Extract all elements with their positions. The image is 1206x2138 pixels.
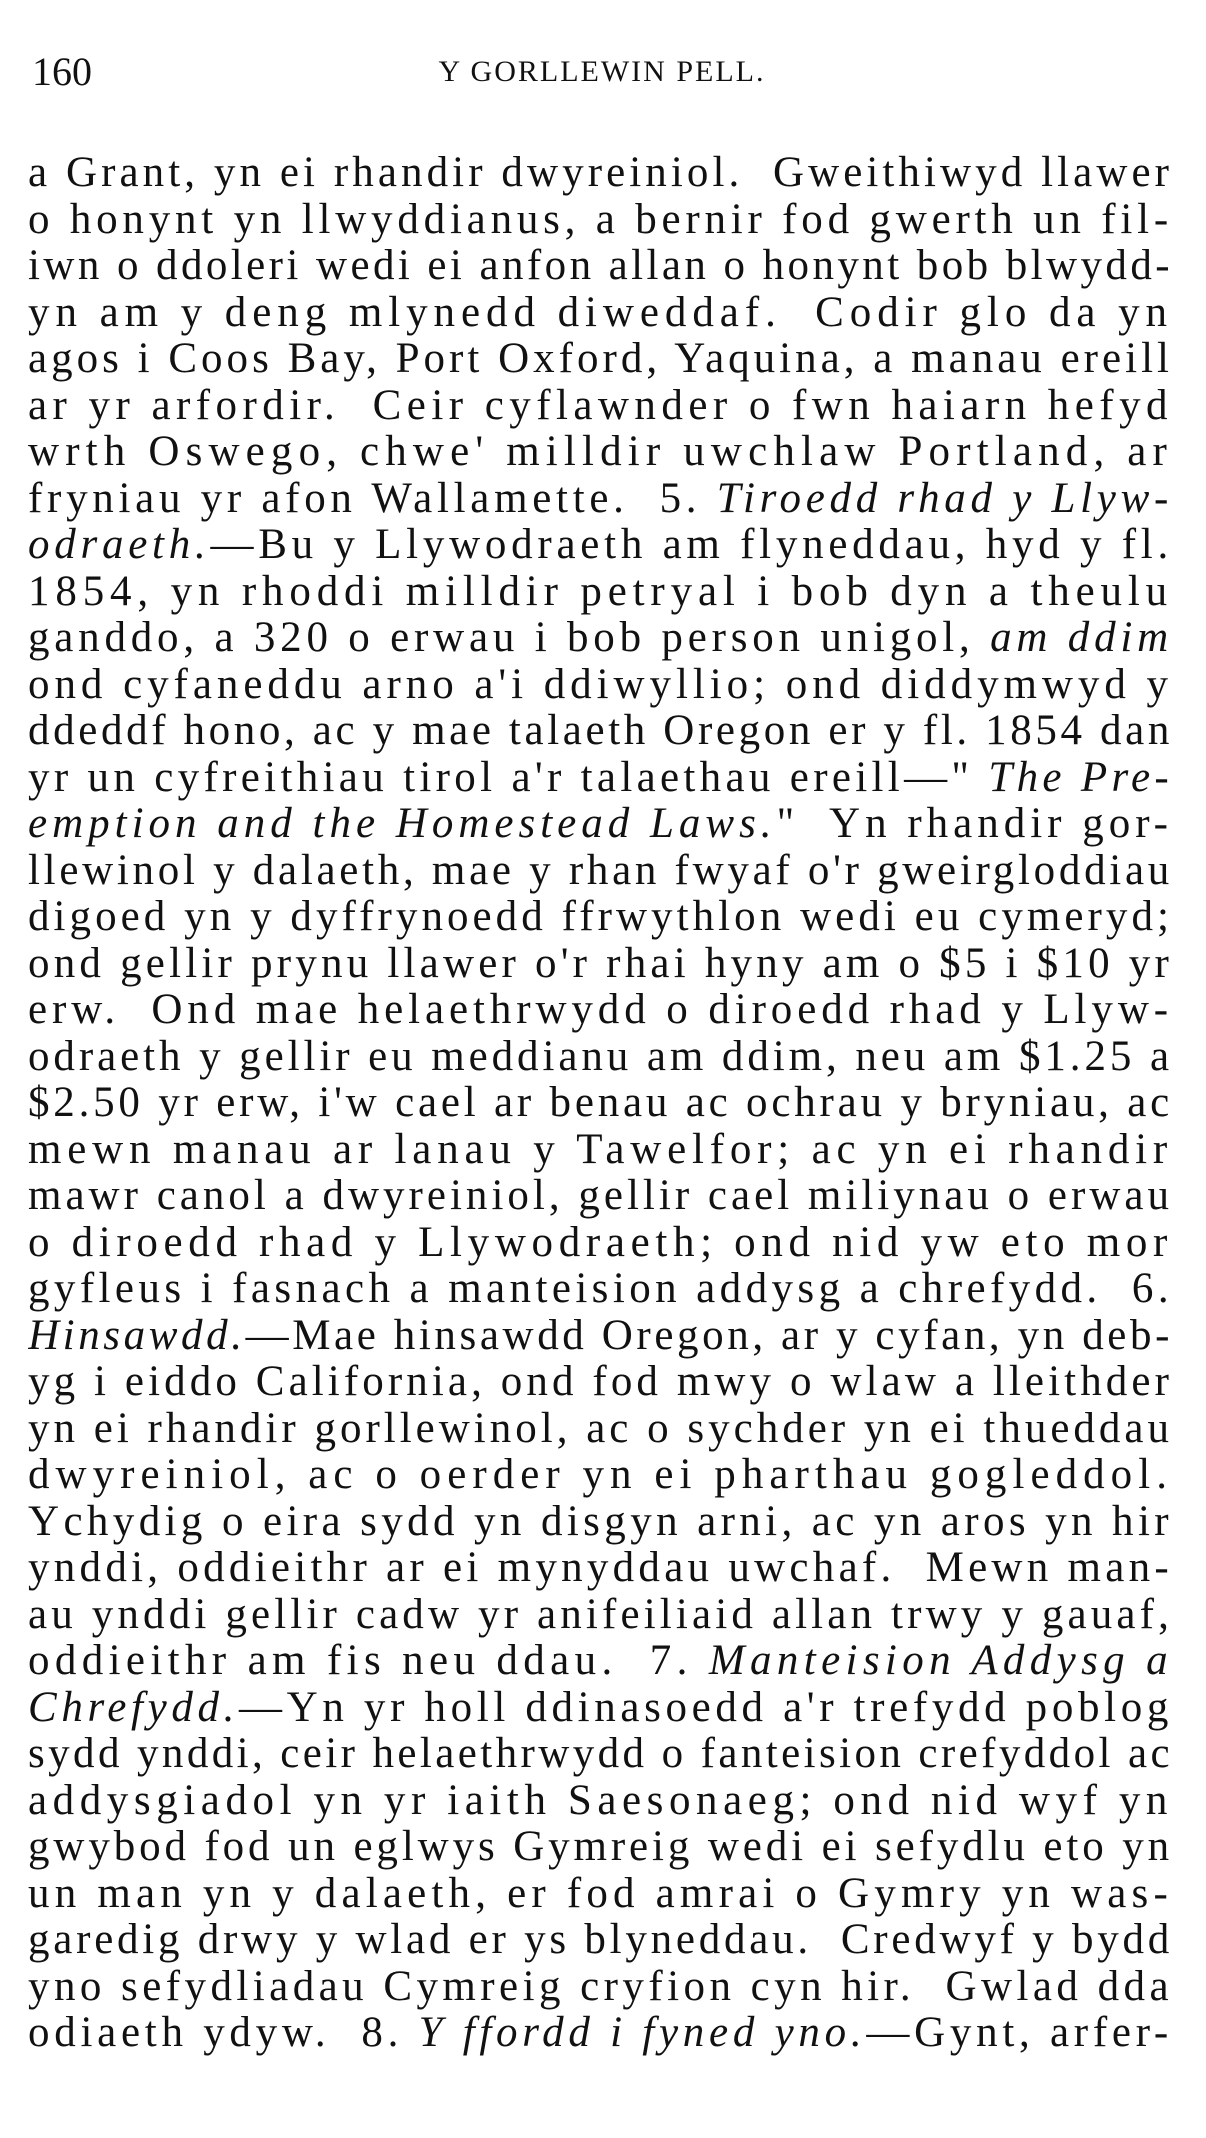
text-segment: sydd ynddi, ceir helaethrwydd o fanteision crefyddol ac (28, 1731, 1173, 1777)
text-line (28, 1266, 1173, 1313)
text-segment: yg i eiddo California, ond fod mwy o wlaw a lleithder (28, 1359, 1173, 1405)
text-line (28, 1452, 1173, 1499)
text-segment: —Mae hinsawdd Oregon, ar y cyfan, yn deb- (245, 1312, 1173, 1359)
text-segment: fryniau yr afon Wallamette. 5. (28, 475, 717, 522)
text-segment: ond cyfaneddu arno a'i ddiwyllio; ond diddymwyd y (28, 661, 1173, 708)
text-line (28, 755, 1173, 802)
body-text (28, 150, 1173, 2057)
text-line (28, 336, 1173, 383)
text-line (28, 290, 1173, 337)
text-line (28, 941, 1173, 988)
text-segment: o honynt yn llwyddianus, a bernir fod gwerth un fil- (28, 196, 1173, 243)
text-segment: ond gellir prynu llawer o'r rhai hyny am o $5 i $10 yr (28, 940, 1173, 987)
text-line (28, 1545, 1173, 1592)
italic-text-segment: odraeth. (28, 522, 211, 568)
text-segment: dwyreiniol, ac o oerder yn ei pharthau gogleddol. (28, 1452, 1173, 1498)
text-segment: mawr canol a dwyreiniol, gellir cael miliynau o erwau (28, 1173, 1173, 1219)
text-line (28, 1685, 1173, 1732)
text-segment: " Yn rhandir gor- (776, 801, 1173, 847)
italic-text-segment: Hinsawdd. (28, 1312, 246, 1359)
text-line (28, 801, 1173, 848)
text-line (28, 522, 1173, 569)
text-segment: gyfleus i fasnach a manteision addysg a chrefydd. 6. (28, 1266, 1173, 1312)
italic-text-segment: Y ffordd i fyned yno. (418, 2010, 867, 2056)
italic-text-segment: emption and the Homestead Laws. (28, 801, 777, 847)
text-line (28, 150, 1173, 197)
text-segment: —Gynt, arfer- (866, 2010, 1173, 2056)
text-line (28, 1406, 1173, 1453)
text-segment: llewinol y dalaeth, mae y rhan fwyaf o'r gweirgloddiau (28, 847, 1173, 894)
page-header (32, 42, 1172, 102)
text-line (28, 2010, 1173, 2057)
text-line (28, 1592, 1173, 1639)
text-segment: yn ei rhandir gorllewinol, ac o sychder yn ei thueddau (28, 1405, 1173, 1452)
text-segment: yno sefydliadau Cymreig cryfion cyn hir. Gwlad dda (28, 1963, 1173, 2010)
text-line (28, 1871, 1173, 1918)
text-line (28, 1778, 1173, 1825)
text-line (28, 429, 1173, 476)
text-line (28, 1917, 1173, 1964)
running-head: Y GORLLEWIN PELL. (438, 55, 766, 88)
text-segment: addysgiadol yn yr iaith Saesonaeg; ond nid wyf yn (28, 1777, 1173, 1824)
text-line (28, 1499, 1173, 1546)
text-line (28, 894, 1173, 941)
text-line (28, 708, 1173, 755)
text-segment: 1854, yn rhoddi milldir petryal i bob dyn a theulu (28, 568, 1173, 615)
text-line (28, 1220, 1173, 1267)
text-line (28, 1080, 1173, 1127)
text-line (28, 1731, 1173, 1778)
text-line (28, 569, 1173, 616)
text-line (28, 1359, 1173, 1406)
text-segment: —Bu y Llywodraeth am flyneddau, hyd y fl. (210, 522, 1173, 568)
text-segment: erw. Ond mae helaethrwydd o diroedd rhad y Llyw- (28, 987, 1173, 1033)
text-line (28, 1313, 1173, 1360)
text-segment: yr un cyfreithiau tirol a'r talaethau ereill—" (28, 754, 989, 801)
text-line (28, 1173, 1173, 1220)
page-number: 160 (32, 49, 92, 94)
text-segment: odiaeth ydyw. 8. (28, 2010, 419, 2056)
text-line (28, 1034, 1173, 1081)
text-line (28, 476, 1173, 523)
text-segment: garedig drwy y wlad er ys blyneddau. Credwyf y bydd (28, 1917, 1173, 1963)
text-line (28, 662, 1173, 709)
text-segment: $2.50 yr erw, i'w cael ar benau ac ochrau y bryniau, ac (28, 1080, 1173, 1126)
text-line (28, 1127, 1173, 1174)
text-segment: o diroedd rhad y Llywodraeth; ond nid yw eto mor (28, 1219, 1173, 1266)
text-segment: gwybod fod un eglwys Gymreig wedi ei sefydlu eto yn (28, 1824, 1173, 1870)
text-segment: oddieithr am fis neu ddau. 7. (28, 1638, 709, 1684)
italic-text-segment: am ddim (990, 615, 1173, 661)
text-line (28, 197, 1173, 244)
text-segment: wrth Oswego, chwe' milldir uwchlaw Portland, ar (28, 429, 1173, 475)
text-segment: Ychydig o eira sydd yn disgyn arni, ac yn aros yn hir (28, 1498, 1173, 1545)
text-segment: un man yn y dalaeth, er fod amrai o Gymry yn was- (28, 1870, 1173, 1917)
italic-text-segment: Manteision Addysg a (708, 1638, 1173, 1684)
italic-text-segment: Chrefydd. (28, 1684, 240, 1731)
text-segment: a Grant, yn ei rhandir dwyreiniol. Gweithiwyd llawer (28, 150, 1173, 196)
text-segment: ar yr arfordir. Ceir cyflawnder o fwn haiarn hefyd (28, 382, 1173, 429)
text-line (28, 1824, 1173, 1871)
text-segment: mewn manau ar lanau y Tawelfor; ac yn ei rhandir (28, 1126, 1173, 1173)
italic-text-segment: Tiroedd rhad y Llyw- (716, 475, 1173, 522)
text-segment: ganddo, a 320 o erwau i bob person unigol, (28, 615, 991, 661)
text-line (28, 848, 1173, 895)
text-segment: au ynddi gellir cadw yr anifeiliaid allan trwy y gauaf, (28, 1591, 1173, 1638)
text-line (28, 243, 1173, 290)
text-segment: odraeth y gellir eu meddianu am ddim, neu am $1.25 a (28, 1033, 1173, 1080)
text-segment: iwn o ddoleri wedi ei anfon allan o honynt bob blwydd- (28, 243, 1173, 289)
text-line (28, 383, 1173, 430)
text-segment: ynddi, oddieithr ar ei mynyddau uwchaf. Mewn man- (28, 1545, 1173, 1591)
text-line (28, 1638, 1173, 1685)
text-segment: yn am y deng mlynedd diweddaf. Codir glo da yn (28, 289, 1173, 336)
text-line (28, 987, 1173, 1034)
text-segment: —Yn yr holl ddinasoedd a'r trefydd poblog (239, 1684, 1173, 1731)
italic-text-segment: The Pre- (988, 754, 1173, 801)
text-line (28, 615, 1173, 662)
text-segment: digoed yn y dyffrynoedd ffrwythlon wedi eu cymeryd; (28, 894, 1173, 940)
text-segment: agos i Coos Bay, Port Oxford, Yaquina, a manau ereill (28, 336, 1173, 382)
text-line (28, 1964, 1173, 2011)
text-segment: ddeddf hono, ac y mae talaeth Oregon er y fl. 1854 dan (28, 708, 1173, 754)
